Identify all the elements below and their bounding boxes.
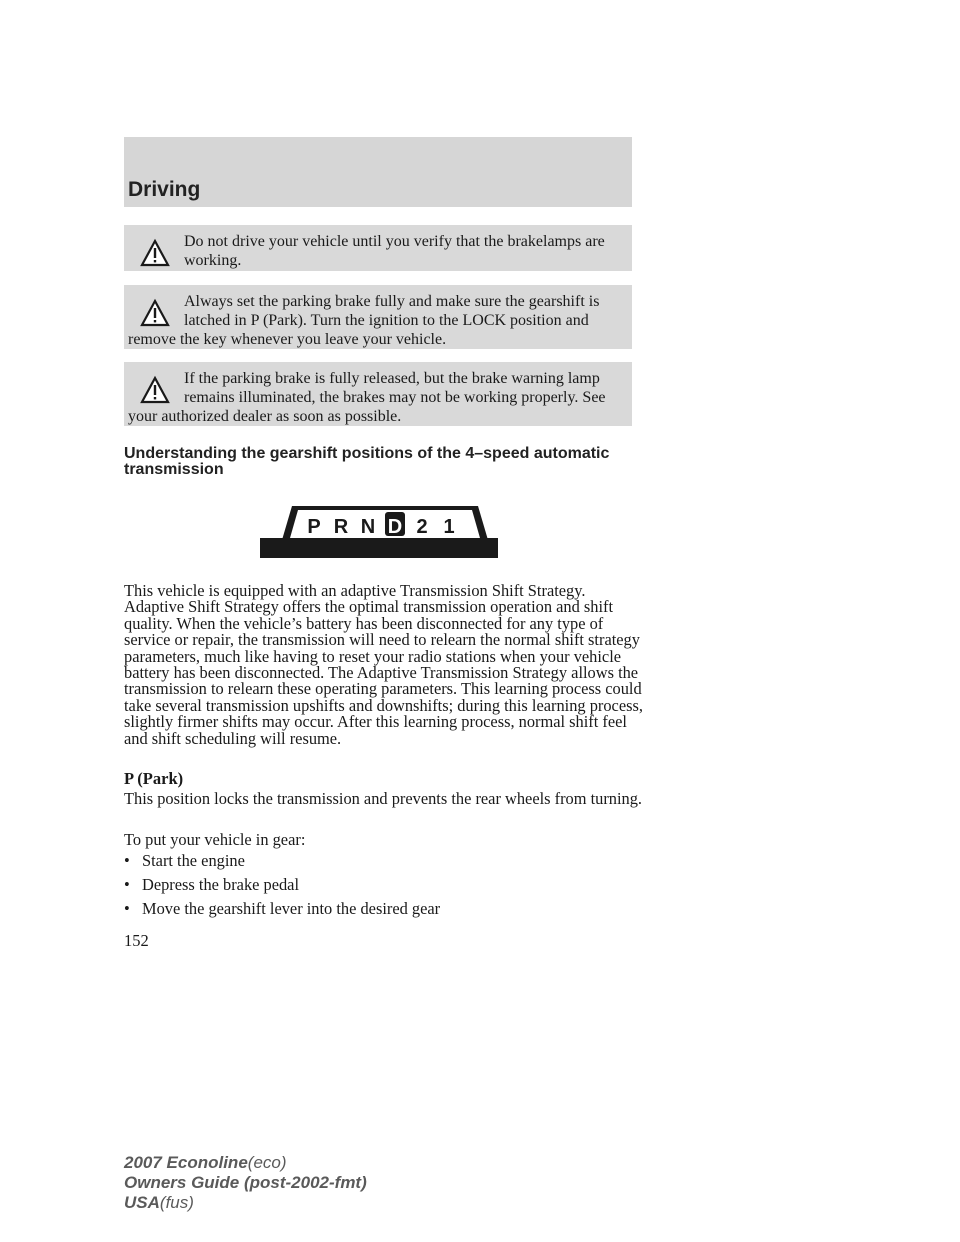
gear-position-1: 1	[443, 516, 455, 538]
warning-triangle-icon	[140, 375, 170, 405]
section-title: Driving	[128, 178, 201, 201]
gear-position-2: 2	[416, 516, 428, 538]
park-heading: P (Park)	[124, 769, 184, 788]
gear-position-D: D	[387, 516, 403, 538]
bullet-icon: •	[124, 851, 130, 870]
footer-market-code: (fus)	[159, 1193, 194, 1212]
section-heading: Understanding the gearshift positions of the 4–speed automatic transmission	[124, 445, 610, 478]
document-footer	[124, 1153, 367, 1213]
gear-position-P: P	[307, 516, 321, 538]
footer-guide-name: Owners Guide (post-2002-fmt)	[124, 1173, 367, 1192]
adaptive-shift-paragraph: This vehicle is equipped with an adaptive Transmission Shift Strategy. Adaptive Shift Strategy offers the optimal transmission operation and shift quality. When the vehicle’s battery has been disconnected for any type of service or repair, the transmission will need to relearn the normal shift strategy parameters, much like having to reset your radio stations when your vehicle battery has been disconnected. The Adaptive Transmission Strategy allows the transmission to relearn these operating parameters. This learning process could take several transmission upshifts and downshifts; during this learning process, slightly firmer shifts may occur. After this learning process, normal shift feel and shift scheduling will resume.	[124, 581, 643, 748]
footer-model: 2007 Econoline	[124, 1153, 248, 1172]
bullet-icon: •	[124, 875, 130, 894]
list-item: • Depress the brake pedal	[124, 875, 300, 894]
park-description: This position locks the transmission and prevents the rear wheels from turning.	[124, 789, 643, 808]
bullet-icon: •	[124, 899, 130, 918]
warning-text-2: Always set the parking brake fully and make sure the gearshift is latched in P (Park). Turn the ignition to the LOCK position and remove the key whenever you leave your vehicle.	[128, 293, 600, 348]
footer-market: USA	[124, 1193, 160, 1212]
warning-triangle-icon	[140, 238, 170, 268]
gear-position-R: R	[333, 516, 349, 538]
gear-intro: To put your vehicle in gear:	[124, 830, 306, 849]
warning-box-1	[124, 225, 632, 271]
warning-text-3: If the parking brake is fully released, but the brake warning lamp remains illuminated, the brakes may not be working properly. See your authorized dealer as soon as possible.	[128, 370, 606, 425]
list-item: • Start the engine	[124, 851, 245, 870]
footer-model-code: (eco)	[247, 1153, 287, 1172]
page-number: 152	[124, 931, 149, 950]
warning-triangle-icon	[140, 298, 170, 328]
gear-position-N: N	[360, 516, 376, 538]
list-item: • Move the gearshift lever into the desired gear	[124, 899, 441, 918]
warning-box-2	[124, 285, 632, 349]
warning-box-3	[124, 362, 632, 426]
gearshift-indicator-graphic	[260, 502, 498, 558]
warning-text-1: Do not drive your vehicle until you verify that the brakelamps are working.	[184, 233, 605, 269]
